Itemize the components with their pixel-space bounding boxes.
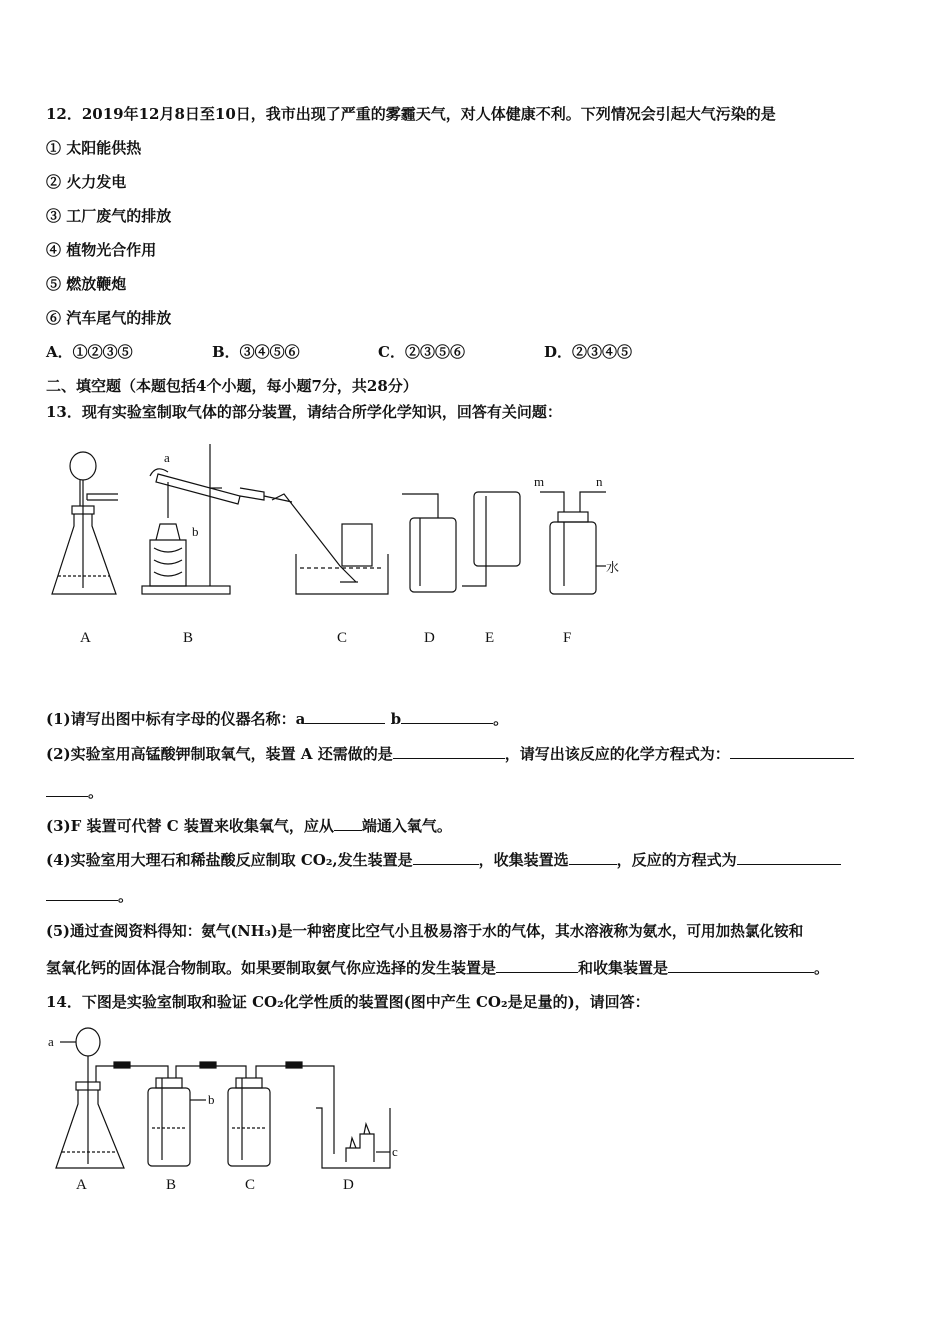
- label-14-a: a: [48, 1034, 54, 1049]
- q13-part-5-cont: 氢氧化钙的固体混合物制取。如果要制取氨气你应选择的发生装置是 和收集装置是 。: [46, 959, 830, 977]
- blank-4d[interactable]: [46, 886, 118, 901]
- fig14-label-d: D: [343, 1177, 354, 1193]
- q12-item-2: ② 火力发电: [46, 173, 127, 191]
- fig13-label-a: A: [80, 630, 91, 646]
- q13-part-4-cont: 。: [46, 885, 133, 906]
- q13-apparatus-figure: [40, 436, 660, 616]
- q13-part-3: (3)F 装置可代替 C 装置来收集氧气，应从 端通入氧气。: [46, 817, 452, 835]
- apparatus-c: [272, 494, 388, 594]
- label-a: a: [164, 450, 170, 465]
- apparatus-14-d: [316, 1108, 398, 1168]
- q12-item-6: ⑥ 汽车尾气的排放: [46, 309, 172, 327]
- fig14-label-c: C: [245, 1177, 256, 1193]
- fig13-label-f: F: [563, 630, 572, 646]
- q13-stem: 13．现有实验室制取气体的部分装置，请结合所学化学知识，回答有关问题：: [46, 403, 562, 421]
- q12-options: [46, 341, 632, 362]
- label-14-c: c: [392, 1144, 398, 1159]
- blank-3[interactable]: [334, 816, 362, 831]
- q13-part-1: (1)请写出图中标有字母的仪器名称：a b 。: [46, 710, 509, 728]
- blank-2b[interactable]: [730, 744, 854, 759]
- blank-2a[interactable]: [393, 744, 505, 759]
- blank-4a[interactable]: [413, 850, 479, 865]
- apparatus-a: [52, 452, 118, 594]
- section-2-heading: 二、填空题（本题包括4个小题，每小题7分，共28分）: [46, 377, 418, 395]
- q12-item-3: ③ 工厂废气的排放: [46, 207, 172, 225]
- q13-part-4: (4)实验室用大理石和稀盐酸反应制取 CO₂,发生装置是 ，收集装置选 ，反应的方程式为: [46, 849, 841, 870]
- fig13-label-b: B: [183, 630, 194, 646]
- fig13-label-d: D: [424, 630, 435, 646]
- fig14-label-b: B: [166, 1177, 177, 1193]
- label-water: 水: [606, 560, 620, 575]
- apparatus-14-c: [228, 1078, 270, 1166]
- q12-item-4: ④ 植物光合作用: [46, 241, 157, 259]
- q13-part-2-cont: 。: [46, 781, 103, 802]
- apparatus-b: [142, 444, 292, 594]
- blank-b[interactable]: [401, 709, 493, 724]
- q12-stem: 12．2019年12月8日至10日，我市出现了严重的雾霾天气，对人体健康不利。下列情况会引起大气污染的是: [46, 105, 776, 123]
- label-14-b: b: [208, 1092, 215, 1107]
- apparatus-f: [534, 474, 619, 594]
- label-b: b: [192, 524, 199, 539]
- q14-stem: 14．下图是实验室制取和验证 CO₂化学性质的装置图(图中产生 CO₂是足量的)，请回答：: [46, 993, 650, 1011]
- apparatus-e: [462, 492, 520, 586]
- fig14-label-a: A: [76, 1177, 87, 1193]
- blank-5b[interactable]: [668, 958, 814, 973]
- blank-5a[interactable]: [496, 958, 578, 973]
- apparatus-d: [402, 494, 456, 592]
- q13-part-5: (5)通过查阅资料得知：氨气(NH₃)是一种密度比空气小且极易溶于水的气体，其水溶液称为氨水，可用加热氯化铵和: [46, 923, 804, 940]
- q12-option-b: B．③④⑤⑥: [212, 343, 300, 361]
- q12-option-d: D．②③④⑤: [544, 343, 633, 361]
- fig13-label-e: E: [485, 630, 495, 646]
- label-m: m: [534, 474, 545, 489]
- blank-2c[interactable]: [46, 782, 88, 797]
- q12-item-1: ① 太阳能供热: [46, 139, 142, 157]
- blank-a[interactable]: [305, 709, 385, 724]
- q12-option-c: C．②③⑤⑥: [378, 343, 465, 361]
- blank-4c[interactable]: [737, 850, 841, 865]
- q14-apparatus-figure: [40, 1024, 410, 1174]
- apparatus-14-b: [148, 1078, 215, 1166]
- q13-part-2: (2)实验室用高锰酸钾制取氧气，装置 A 还需做的是 ，请写出该反应的化学方程式为：: [46, 743, 854, 764]
- label-n: n: [596, 474, 603, 489]
- q12-item-5: ⑤ 燃放鞭炮: [46, 275, 127, 293]
- blank-4b[interactable]: [569, 850, 617, 865]
- q12-option-a: A．①②③⑤: [46, 343, 133, 361]
- fig13-label-c: C: [337, 630, 348, 646]
- apparatus-14-a: [48, 1028, 124, 1168]
